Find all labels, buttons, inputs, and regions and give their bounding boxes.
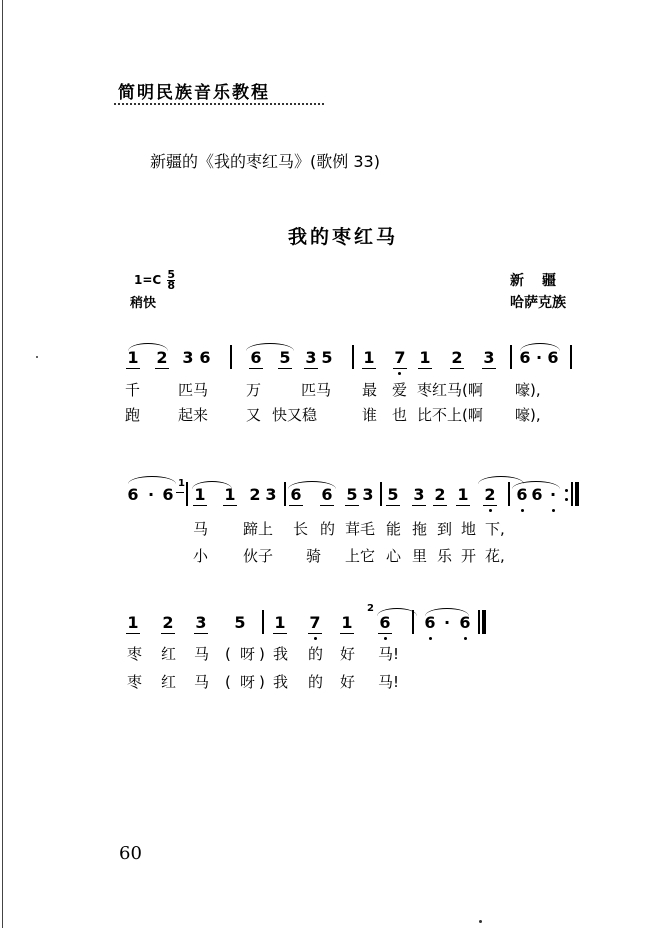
- underline: [320, 505, 334, 506]
- low-octave-dot: [429, 637, 432, 640]
- augmentation-dot: ·: [443, 613, 451, 632]
- lyric: 的: [308, 673, 324, 691]
- lyric: 好: [340, 645, 356, 663]
- note: 6: [459, 613, 471, 632]
- underline: [450, 368, 464, 369]
- lyric: 长: [293, 520, 309, 538]
- note: 3: [362, 485, 374, 504]
- lyric: 我: [273, 645, 289, 663]
- note: 6: [321, 485, 333, 504]
- underline: [393, 368, 407, 369]
- underline: [193, 505, 207, 506]
- underline: [308, 633, 322, 634]
- lyric: 跑: [125, 406, 141, 424]
- barline: [412, 610, 414, 634]
- lyric: 马: [194, 673, 210, 691]
- lyric: ): [259, 645, 265, 663]
- underline: [289, 505, 303, 506]
- underline: [176, 492, 184, 493]
- note: 1: [127, 348, 139, 367]
- note: 2: [249, 485, 261, 504]
- underline: [340, 633, 354, 634]
- lyric: 呀: [240, 673, 256, 691]
- lyric: 我: [273, 673, 289, 691]
- note: 5: [321, 348, 333, 367]
- lyric: 呀: [240, 645, 256, 663]
- note: 6: [290, 485, 302, 504]
- barline: [508, 482, 510, 506]
- note: 3: [305, 348, 317, 367]
- lyric: 马: [193, 520, 209, 538]
- page-number: 60: [119, 843, 142, 864]
- header-dotted-rule: [114, 103, 324, 105]
- barline: [510, 345, 512, 369]
- lyric: 到: [437, 520, 453, 538]
- lyric: 红: [161, 673, 177, 691]
- underline: [418, 368, 432, 369]
- note: 1: [457, 485, 469, 504]
- key-signature: [134, 270, 175, 291]
- note: 3: [195, 613, 207, 632]
- note: 5: [279, 348, 291, 367]
- lyric: 乐: [437, 547, 453, 565]
- lyric: 里: [412, 547, 428, 565]
- lyric: 比不上(啊: [417, 406, 483, 424]
- lyric: (: [225, 673, 231, 691]
- note: 2: [484, 485, 496, 504]
- underline: [126, 633, 140, 634]
- underline: [304, 368, 318, 369]
- lyric: ): [259, 673, 265, 691]
- note: 3: [265, 485, 277, 504]
- lyric: 也: [392, 406, 408, 424]
- underline: [278, 368, 292, 369]
- lyric: 嚎),: [515, 381, 541, 399]
- low-octave-dot: [398, 372, 401, 375]
- time-numerator: 5: [167, 268, 176, 281]
- final-barline: [482, 610, 486, 634]
- barline: [478, 610, 480, 634]
- lyric: 又: [246, 406, 262, 424]
- note: ·: [549, 485, 557, 504]
- underline: [161, 633, 175, 634]
- low-octave-dot: [521, 509, 524, 512]
- underline: [483, 505, 497, 506]
- note: 1: [341, 613, 353, 632]
- book-title: 简明民族音乐教程: [118, 83, 270, 103]
- note: 2: [156, 348, 168, 367]
- lyric: 红: [161, 645, 177, 663]
- low-octave-dot: [552, 509, 555, 512]
- repeat-dot: [565, 489, 568, 492]
- note: 5: [387, 485, 399, 504]
- note: 1: [274, 613, 286, 632]
- barline: [186, 482, 188, 506]
- source-region: 新疆: [510, 273, 574, 289]
- note: 6: [424, 613, 436, 632]
- lyric: 起来: [178, 406, 209, 424]
- time-denominator: 8: [167, 279, 176, 292]
- repeat-end-barline: [575, 482, 579, 506]
- lyric: (: [225, 645, 231, 663]
- lyric: 心: [386, 547, 402, 565]
- underline: [482, 368, 496, 369]
- augmentation-dot: ·: [535, 348, 543, 367]
- grace-note: 1: [178, 478, 185, 489]
- note: 6: [547, 348, 559, 367]
- note: 6: [516, 485, 528, 504]
- grace-note: 2: [367, 603, 374, 614]
- underline: [456, 505, 470, 506]
- song-title: 我的枣红马: [288, 226, 399, 248]
- note: 3: [413, 485, 425, 504]
- note: 2: [162, 613, 174, 632]
- note: 6: [379, 613, 391, 632]
- lyric: 最: [362, 381, 378, 399]
- lyric: 伙子: [243, 547, 274, 565]
- source-ethnic-group: 哈萨克族: [510, 295, 566, 311]
- note: 3: [182, 348, 194, 367]
- note: 1: [419, 348, 431, 367]
- barline: [262, 610, 264, 634]
- lyric: 马: [194, 645, 210, 663]
- underline: [433, 505, 447, 506]
- lyric: 快又稳: [272, 406, 318, 424]
- key-label: 1=C: [134, 273, 162, 287]
- underline: [273, 633, 287, 634]
- underline: [194, 633, 208, 634]
- underline: [362, 368, 376, 369]
- note: 1: [363, 348, 375, 367]
- lyric: 马!: [378, 673, 400, 691]
- slur: [128, 476, 176, 484]
- barline: [571, 482, 573, 506]
- underline: [386, 505, 400, 506]
- lyric: 小: [193, 547, 209, 565]
- barline: [570, 345, 572, 369]
- note: 2: [434, 485, 446, 504]
- lyric: 好: [340, 673, 356, 691]
- note: 6: [199, 348, 211, 367]
- stray-mark: [36, 356, 38, 358]
- stray-mark: [479, 920, 482, 923]
- underline: [378, 633, 392, 634]
- low-octave-dot: [464, 637, 467, 640]
- lyric: 能: [386, 520, 402, 538]
- note: 6: [519, 348, 531, 367]
- page-edge: [2, 0, 3, 928]
- lyric: 地: [461, 520, 477, 538]
- low-octave-dot: [314, 637, 317, 640]
- lyric: 花,: [485, 547, 505, 565]
- lyric: 嚎),: [515, 406, 541, 424]
- low-octave-dot: [489, 509, 492, 512]
- note: 1: [224, 485, 236, 504]
- barline: [230, 345, 232, 369]
- lyric: 千: [125, 381, 141, 399]
- tempo-marking: 稍快: [130, 296, 157, 311]
- underline: [412, 505, 426, 506]
- augmentation-dot: ·: [147, 485, 155, 504]
- barline: [380, 482, 382, 506]
- repeat-dot: [565, 498, 568, 501]
- lyric: 枣: [127, 673, 143, 691]
- lyric: 开: [461, 547, 477, 565]
- underline: [345, 505, 359, 506]
- note: 6: [250, 348, 262, 367]
- note: 1: [127, 613, 139, 632]
- note: 3: [483, 348, 495, 367]
- lyric: 的: [320, 520, 336, 538]
- lyric: 万: [246, 381, 262, 399]
- low-octave-dot: [384, 637, 387, 640]
- note: 7: [309, 613, 321, 632]
- underline: [155, 368, 169, 369]
- lyric: 爱: [392, 381, 408, 399]
- lyric: 茸毛: [345, 520, 376, 538]
- lyric: 下,: [485, 520, 505, 538]
- lyric: 匹马: [178, 381, 209, 399]
- lyric: 马!: [378, 645, 400, 663]
- note: 2: [451, 348, 463, 367]
- song-caption: 新疆的《我的枣红马》(歌例 33): [150, 152, 380, 171]
- barline: [352, 345, 354, 369]
- lyric: 枣红马(啊: [417, 381, 483, 399]
- lyric: 枣: [127, 645, 143, 663]
- lyric: 拖: [412, 520, 428, 538]
- note: 6: [162, 485, 174, 504]
- lyric: 谁: [362, 406, 378, 424]
- time-signature: [167, 270, 175, 291]
- underline: [223, 505, 237, 506]
- lyric: 上它: [345, 547, 376, 565]
- lyric: 匹马: [301, 381, 332, 399]
- note: 6: [127, 485, 139, 504]
- barline: [284, 482, 286, 506]
- lyric: 骑: [306, 547, 322, 565]
- lyric: 蹄上: [243, 520, 274, 538]
- underline: [249, 368, 263, 369]
- underline: [126, 368, 140, 369]
- note: 7: [394, 348, 406, 367]
- lyric: 的: [308, 645, 324, 663]
- note: 5: [346, 485, 358, 504]
- note: 1: [194, 485, 206, 504]
- augmentation-dot: 6: [531, 485, 543, 504]
- note: 5: [234, 613, 246, 632]
